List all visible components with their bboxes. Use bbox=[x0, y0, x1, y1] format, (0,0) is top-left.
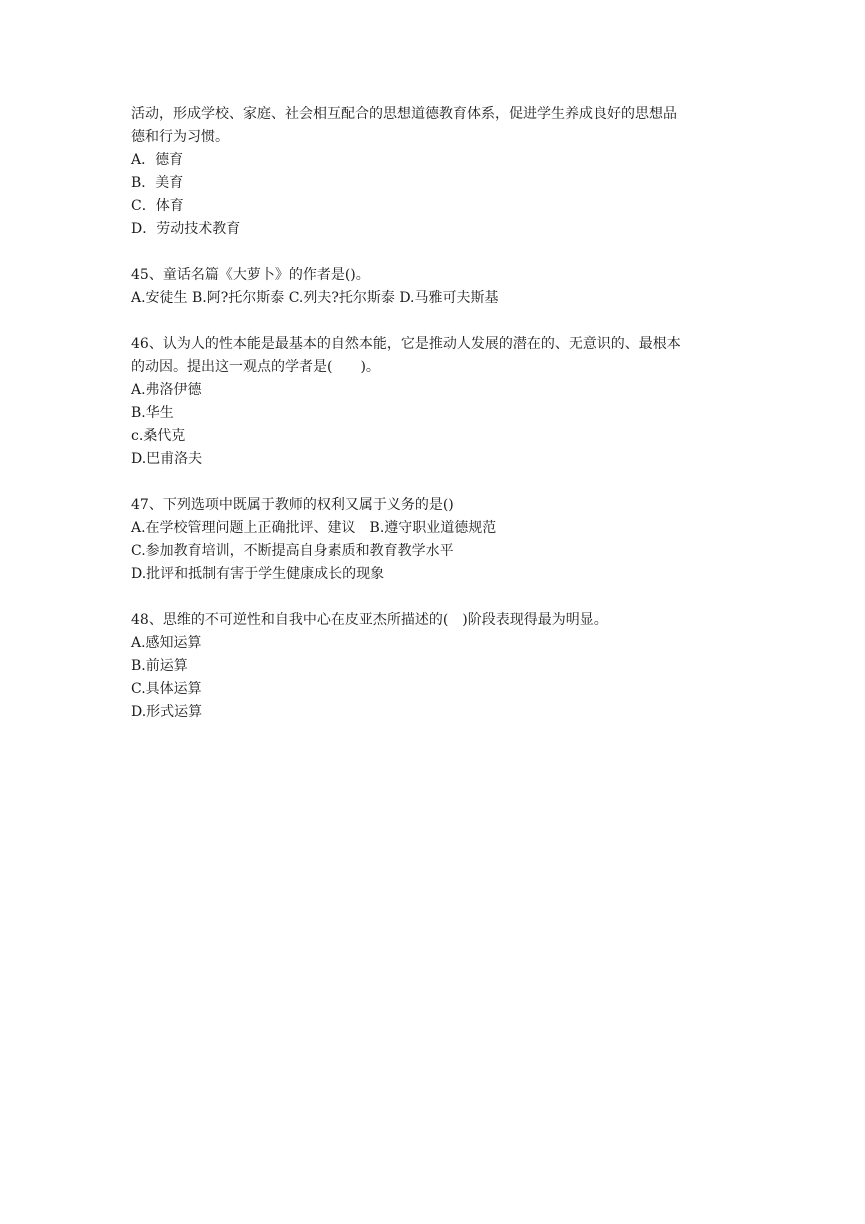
option-a: A.弗洛伊德 bbox=[131, 382, 202, 398]
option-c: C.参加教育培训，不断提高自身素质和教育教学水平 bbox=[131, 543, 454, 559]
option-c: c.桑代克 bbox=[131, 428, 186, 444]
question-stem: 46、认为人的性本能是最基本的自然本能，它是推动人发展的潜在的、无意识的、最根本 bbox=[131, 336, 681, 352]
question-stem: 活动，形成学校、家庭、社会相互配合的思想道德教育体系，促进学生养成良好的思想品 bbox=[131, 106, 677, 122]
spacer bbox=[131, 471, 741, 494]
option-d: D.形式运算 bbox=[131, 704, 203, 720]
option-b: B.华生 bbox=[131, 405, 174, 421]
option-d: D．劳动技术教育 bbox=[131, 221, 241, 237]
option-d: D.巴甫洛夫 bbox=[131, 451, 203, 467]
option-a: A.感知运算 bbox=[131, 635, 202, 651]
question-stem: 的动因。提出这一观点的学者是( )。 bbox=[131, 359, 380, 375]
question-44 bbox=[131, 103, 741, 241]
option-a: A．德育 bbox=[131, 152, 184, 168]
option-c: C．体育 bbox=[131, 198, 184, 214]
question-45 bbox=[131, 264, 741, 310]
spacer bbox=[131, 241, 741, 264]
question-stem: 德和行为习惯。 bbox=[131, 129, 229, 145]
question-48 bbox=[131, 609, 741, 724]
question-47 bbox=[131, 494, 741, 586]
spacer bbox=[131, 586, 741, 609]
options-line: A.安徒生 B.阿?托尔斯泰 C.列夫?托尔斯泰 D.马雅可夫斯基 bbox=[131, 290, 499, 306]
question-46 bbox=[131, 333, 741, 471]
document-page bbox=[131, 103, 741, 724]
spacer bbox=[131, 310, 741, 333]
question-stem: 48、思维的不可逆性和自我中心在皮亚杰所描述的( )阶段表现得最为明显。 bbox=[131, 612, 608, 628]
option-b: B.前运算 bbox=[131, 658, 188, 674]
question-stem: 47、下列选项中既属于教师的权利又属于义务的是() bbox=[131, 497, 454, 513]
option-d: D.批评和抵制有害于学生健康成长的现象 bbox=[131, 566, 385, 582]
option-c: C.具体运算 bbox=[131, 681, 202, 697]
option-a-b: A.在学校管理问题上正确批评、建议 B.遵守职业道德规范 bbox=[131, 520, 497, 536]
question-stem: 45、童话名篇《大萝卜》的作者是()。 bbox=[131, 267, 370, 283]
option-b: B．美育 bbox=[131, 175, 184, 191]
